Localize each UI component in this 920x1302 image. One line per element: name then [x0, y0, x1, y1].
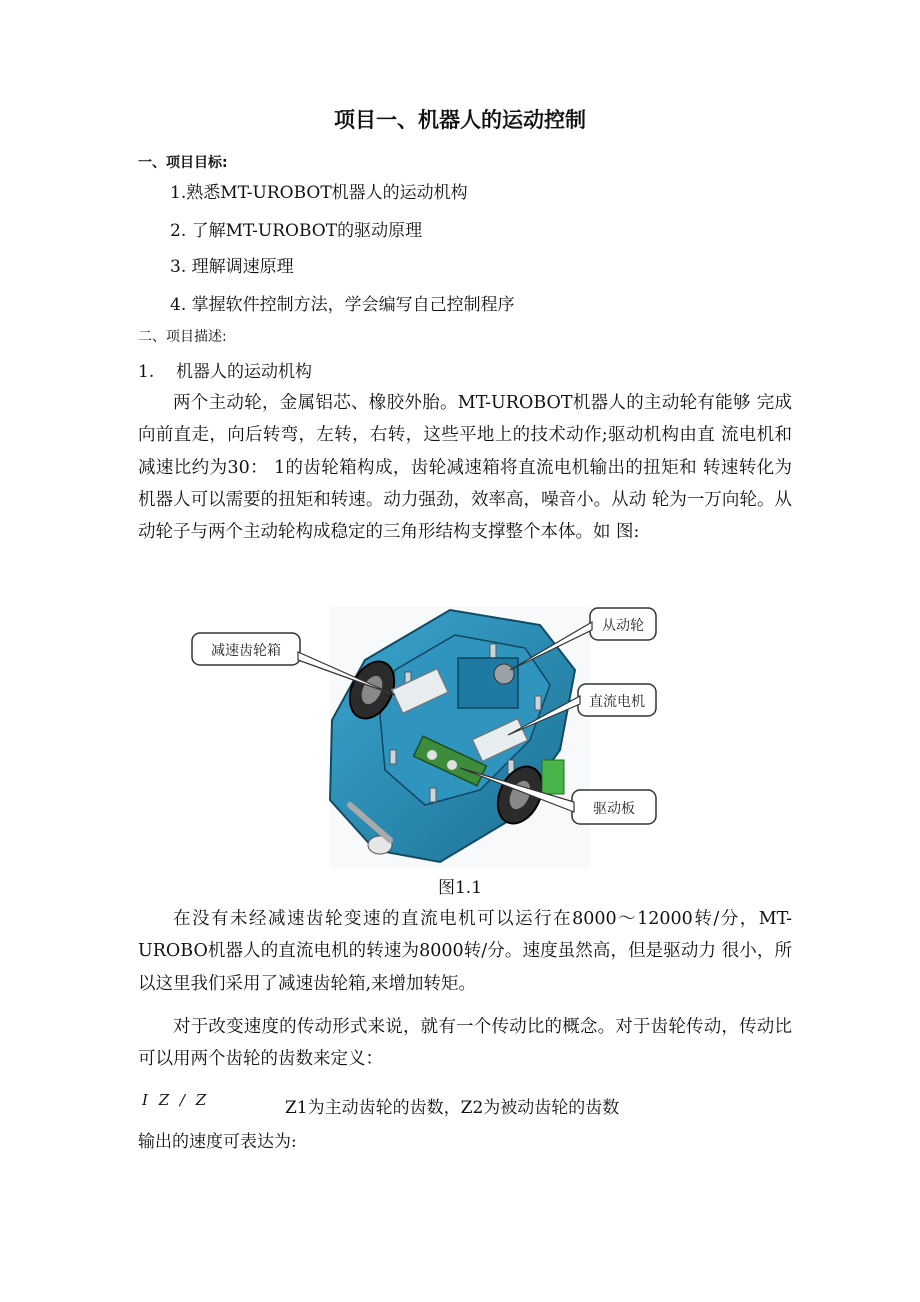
- output-speed-line: 输出的速度可表达为:: [138, 1132, 297, 1152]
- caster-wheel: [494, 664, 514, 684]
- page-title: 项目一、机器人的运动控制: [334, 108, 586, 132]
- formula-ratio: I Z / Z: [142, 1091, 210, 1109]
- callout-caster-label: 从动轮: [602, 618, 644, 634]
- figure-caption: 图1.1: [437, 878, 483, 898]
- callout-driver-label: 驱动板: [593, 801, 635, 817]
- formula-description: Z1为主动齿轮的齿数，Z2为被动齿轮的齿数: [285, 1098, 620, 1118]
- paragraph-motor-speed: 在没有未经减速齿轮变速的直流电机可以运行在8000～12000转/分，MT-UROBO机器人的直流电机的转速为8000转/分。速度虽然高，但是驱动力 很小，所以这里我们采用了减速齿轮箱,来增加转矩。: [138, 909, 792, 994]
- callout-gearbox-label: 减速齿轮箱: [211, 643, 281, 659]
- goal-item: 3. 理解调速原理: [170, 257, 294, 277]
- section-heading-goals: 一、项目目标:: [138, 155, 228, 171]
- subheading-text: 机器人的运动机构: [176, 362, 312, 382]
- goal-item: 1.熟悉MT-UROBOT机器人的运动机构: [170, 183, 468, 203]
- goal-item: 4. 掌握软件控制方法，学会编写自己控制程序: [170, 295, 515, 315]
- paragraph-gear-ratio: 对于改变速度的传动形式来说，就有一个传动比的概念。对于齿轮传动，传动比可以用两个齿轮的齿数来定义：: [138, 1017, 792, 1070]
- side-board: [542, 760, 564, 794]
- goal-item: 2. 了解MT-UROBOT的驱动原理: [170, 221, 423, 241]
- section-heading-description: 二、项目描述:: [138, 329, 227, 345]
- subheading-number: 1.: [138, 362, 155, 382]
- robot-figure: [190, 600, 660, 870]
- subheading: [138, 357, 312, 382]
- callout-motor-label: 直流电机: [589, 694, 645, 710]
- paragraph-mechanism: 两个主动轮，金属铝芯、橡胶外胎。MT-UROBOT机器人的主动轮有能够 完成向前直走，向后转弯，左转，右转，这些平地上的技术动作;驱动机构由直 流电机和减速比约为30： 1的齿轮箱构成，齿轮减速箱将直流电机输出的扭矩和 转速转化为机器人可以需要的扭矩和转速。动力强劲，效率高，噪音小。从动 轮为一万向轮。从动轮子与两个主动轮构成稳定的三角形结构支撑整个本体。如 图:: [138, 393, 792, 543]
